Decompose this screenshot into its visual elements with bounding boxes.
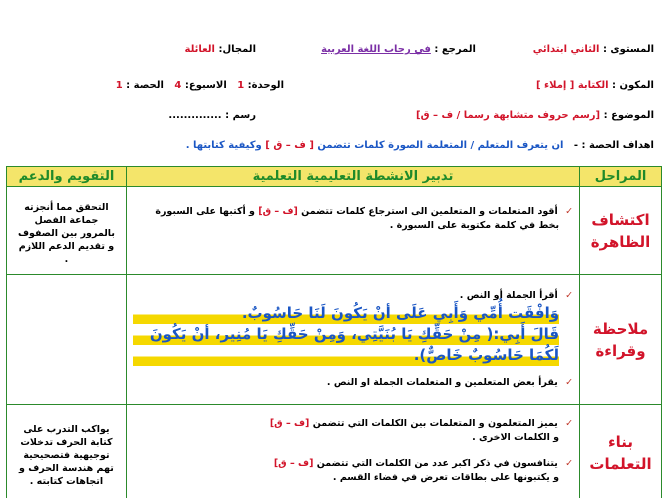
table-row [7, 405, 662, 498]
activity-text: يتنافسون في ذكر اكبر عدد من الكلمات التي تتضمن [316, 458, 558, 469]
topic-field [416, 110, 654, 121]
goals-tail: وكيفية كتابتها . [185, 140, 262, 151]
passage-line: قَالَ أَبِي:( مِنْ حَقِّكِ يَا بُنَيَّتِي، وَمِنْ حَقِّكِ يَا مُنِير، أنْ يَكُونَ [133, 324, 559, 345]
level-label: المستوى : [602, 44, 654, 55]
drawing-field [168, 110, 256, 121]
check-icon: ✓ [565, 290, 574, 301]
activity-text: يميز المتعلمون و المتعلمات بين الكلمات التي تتضمن [312, 418, 558, 429]
table-row [7, 275, 662, 405]
stage-line: بناء [607, 432, 634, 451]
passage-line: لَكُمَا حَاسُوبٌ خَاصٌّ). [133, 345, 559, 366]
letters-highlight: [ف – ق] [258, 206, 298, 217]
evaluation-cell [7, 405, 127, 498]
reference-field [321, 44, 476, 55]
evaluation-cell [7, 187, 127, 275]
unit-value: 1 [237, 80, 245, 91]
level-field [533, 44, 654, 55]
level-value: الثاني ابتدائي [532, 44, 600, 55]
activity-text: و الكلمات الاخرى . [472, 432, 560, 443]
activities-table [6, 166, 662, 498]
activity-text: أقرأ الجملة أو النص . [459, 290, 558, 301]
domain-label: المجال: [218, 44, 256, 55]
component-value: الكتابة [577, 80, 609, 91]
activity-text: بخط في كلمة مكتوبة على السبورة . [389, 220, 560, 231]
check-icon: ✓ [565, 458, 574, 469]
check-icon: ✓ [565, 206, 574, 217]
stage-cell [580, 405, 662, 498]
header-activities: تدبير الانشطة التعليمية التعلمية [126, 167, 579, 187]
stage-line: وقراءة [595, 341, 646, 360]
stage-cell [580, 275, 662, 405]
evaluation-text: التحقق مما أنجزته جماعة الفصل بالمرور بين الصفوف و تقديم الدعم اللازم . [17, 202, 115, 265]
topic-label: الموضوع : [603, 110, 654, 121]
table-row [7, 187, 662, 275]
stage-line: اكتشاف [591, 210, 650, 229]
activity-cell [126, 275, 579, 405]
activity-text: يقرأ بعض المتعلمين و المتعلمات الجملة او النص . [326, 377, 558, 388]
activity-cell [126, 405, 579, 498]
passage-line: وَافْقَت أُمِّي وَأَبِي عَلَى أنْ يَكُونَ لَنَا حَاسُوبٌ. [133, 303, 559, 324]
session-value: 1 [115, 80, 123, 91]
goals-letters: [ ف – ق ] [265, 140, 314, 151]
header-evaluation: التقويم والدعم [7, 167, 127, 187]
header-stages: المراحل [580, 167, 662, 187]
activity-cell [126, 187, 579, 275]
goals-field [186, 140, 654, 151]
component-label: المكون : [612, 80, 654, 91]
goals-label: اهداف الحصة : - [573, 140, 654, 151]
goals-text: ان يتعرف المتعلم / المتعلمة الصورة كلمات تتضمن [317, 140, 564, 151]
topic-value: [رسم حروف متشابهة رسما / ف – ق] [416, 110, 601, 121]
evaluation-text: يواكب التدرب على كتابة الحرف تدخلات توجيهية فتصحيحية تهم هندسة الحرف و اتجاهات كتابته . [19, 424, 114, 487]
check-icon: ✓ [565, 418, 574, 429]
letters-highlight: [ف – ق] [269, 418, 310, 429]
domain-field [185, 44, 257, 55]
activity-text: و أكتبها على السبورة [155, 206, 255, 217]
schedule-field [116, 80, 284, 91]
letters-highlight: [ف – ق] [273, 458, 314, 469]
reference-value: في رحاب اللغة العربية [321, 44, 431, 55]
week-value: 4 [174, 80, 182, 91]
stage-line: الظاهرة [590, 232, 651, 251]
activity-text: أقود المتعلمات و المتعلمين الى استرجاع كلمات تتضمن [301, 206, 558, 217]
session-label: الحصة : [126, 80, 164, 91]
stage-line: التعلمات [589, 454, 652, 473]
domain-value: العائلة [184, 44, 215, 55]
week-label: الاسبوع: [184, 80, 227, 91]
component-sub: [ إملاء ] [535, 80, 575, 91]
unit-label: الوحدة: [247, 80, 284, 91]
drawing-label: رسم : .............. [168, 110, 256, 121]
component-field [536, 80, 654, 91]
table-header-row [7, 167, 662, 187]
reading-passage [133, 303, 573, 366]
activity-text: و يكتبونها على بطاقات تعرض في فضاء القسم . [332, 472, 560, 483]
check-icon: ✓ [565, 377, 574, 388]
stage-line: ملاحظة [592, 319, 649, 338]
evaluation-cell [7, 275, 127, 405]
reference-label: المرجع : [434, 44, 476, 55]
stage-cell [580, 187, 662, 275]
